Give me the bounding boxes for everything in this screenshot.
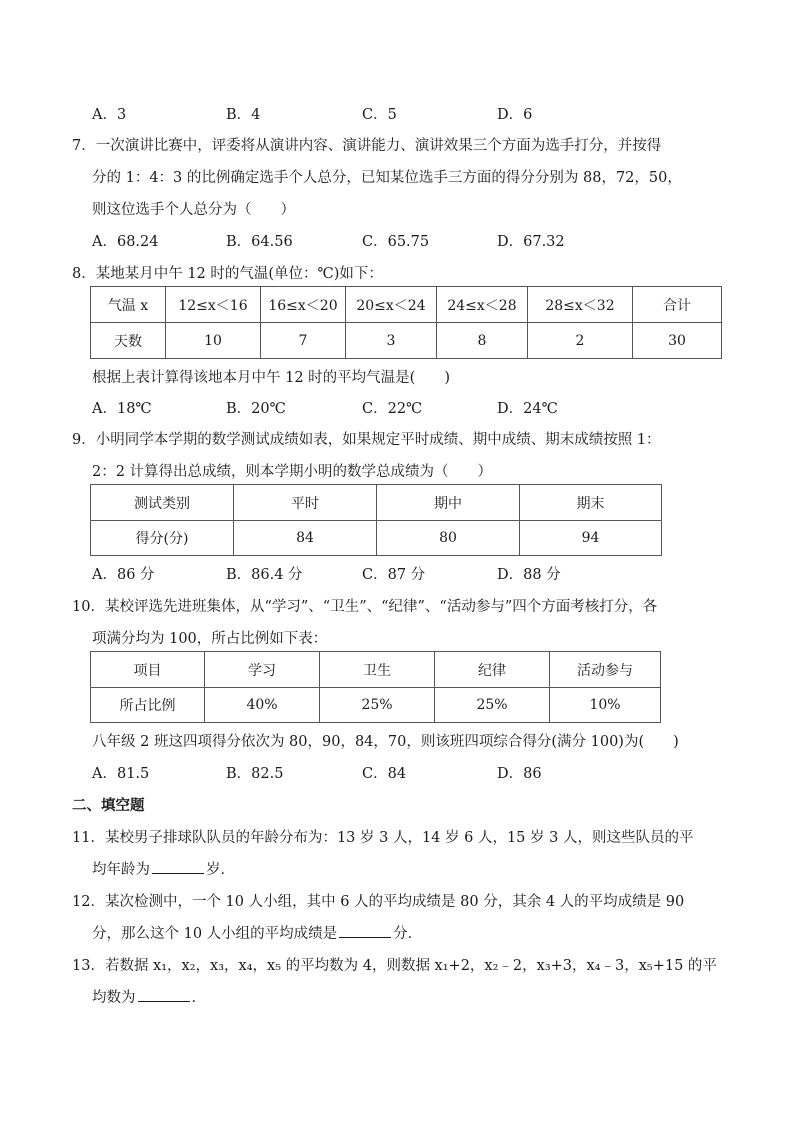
table-row — [91, 521, 662, 556]
q8-stem: 8．某地某月中午 12 时的气温(单位：℃)如下： — [72, 266, 383, 282]
q12-answer-blank[interactable] — [339, 923, 391, 938]
table-cell: 气温 x — [91, 287, 166, 323]
table-cell: 项目 — [91, 652, 205, 688]
table-cell: 卫生 — [320, 652, 435, 688]
q8-question: 根据上表计算得该地本月中午 12 时的平均气温是( ) — [92, 370, 450, 386]
q13-prefix: 均数为 — [92, 990, 136, 1006]
table-cell: 10% — [550, 688, 661, 723]
table-header-row — [91, 485, 662, 521]
table-cell: 平时 — [234, 485, 377, 521]
q13-suffix: ． — [191, 990, 206, 1006]
q12-stem-line1: 12．某次检测中，一个 10 人小组，其中 6 人的平均成绩是 80 分，其余 4 人的平均成绩是 90 — [72, 894, 685, 910]
table-cell: 80 — [377, 521, 520, 556]
q13-stem-line1: 13．若数据 x₁，x₂，x₃，x₄，x₅ 的平均数为 4，则数据 x₁+2，x₂﹣2，x₃+3，x₄﹣3，x₅+15 的平 — [72, 958, 717, 974]
table-cell: 8 — [437, 323, 528, 359]
q7-stem-line2: 分的 1：4：3 的比例确定选手个人总分，已知某位选手三方面的得分分别为 88，72，50， — [92, 170, 682, 186]
q8-option-a: A．18℃ — [92, 401, 152, 417]
q13-answer-blank[interactable] — [138, 987, 190, 1002]
q8-option-b: B．20℃ — [226, 401, 286, 417]
table-header-row — [91, 652, 661, 688]
q11-answer-blank[interactable] — [152, 859, 204, 874]
q9-option-c: C．87 分 — [362, 567, 426, 583]
table-cell: 期中 — [377, 485, 520, 521]
q6-option-c: C．5 — [362, 107, 397, 123]
q10-question: 八年级 2 班这四项得分依次为 80，90，84，70，则该班四项综合得分(满分 100)为( ) — [92, 734, 679, 750]
table-cell: 测试类别 — [91, 485, 234, 521]
q10-option-b: B．82.5 — [226, 766, 284, 782]
q9-score-table — [90, 484, 662, 556]
q11-stem-line1: 11．某校男子排球队队员的年龄分布为：13 岁 3 人，14 岁 6 人，15 岁 3 人，则这些队员的平 — [72, 830, 694, 846]
table-cell: 2 — [528, 323, 633, 359]
table-cell: 25% — [435, 688, 550, 723]
table-cell: 84 — [234, 521, 377, 556]
table-cell: 12≤x＜16 — [166, 287, 261, 323]
table-cell: 40% — [205, 688, 320, 723]
q12-stem-line2 — [92, 922, 422, 943]
table-cell: 20≤x＜24 — [346, 287, 437, 323]
table-header-row — [91, 287, 722, 323]
q11-stem-line2 — [92, 858, 235, 879]
table-cell: 24≤x＜28 — [437, 287, 528, 323]
table-cell: 16≤x＜20 — [261, 287, 346, 323]
q10-option-d: D．86 — [497, 766, 542, 782]
table-cell: 学习 — [205, 652, 320, 688]
q10-option-a: A．81.5 — [92, 766, 150, 782]
q6-option-a: A．3 — [92, 107, 127, 123]
table-cell: 10 — [166, 323, 261, 359]
table-cell: 7 — [261, 323, 346, 359]
q7-stem-line3: 则这位选手个人总分为（ ） — [92, 202, 295, 218]
q12-suffix: 分． — [393, 926, 423, 942]
q7-stem-line1: 7．一次演讲比赛中，评委将从演讲内容、演讲能力、演讲效果三个方面为选手打分，并按得 — [72, 138, 662, 154]
table-row — [91, 688, 661, 723]
table-cell: 25% — [320, 688, 435, 723]
table-cell: 合计 — [633, 287, 722, 323]
q11-prefix: 均年龄为 — [92, 862, 150, 878]
q7-option-a: A．68.24 — [92, 234, 159, 250]
q12-prefix: 分，那么这个 10 人小组的平均成绩是 — [92, 926, 338, 942]
q7-option-c: C．65.75 — [362, 234, 430, 250]
q10-stem-line1: 10．某校评选先进班集体，从“学习”、“卫生”、“纪律”、“活动参与”四个方面考核打分，各 — [72, 599, 658, 615]
q8-option-d: D．24℃ — [497, 401, 558, 417]
section-heading-fill-in: 二、填空题 — [72, 798, 145, 814]
table-cell: 天数 — [91, 323, 166, 359]
q9-stem-line2: 2：2 计算得出总成绩，则本学期小明的数学总成绩为（ ） — [92, 464, 493, 480]
q7-option-b: B．64.56 — [226, 234, 293, 250]
q10-ratio-table — [90, 651, 661, 723]
q8-option-c: C．22℃ — [362, 401, 423, 417]
table-cell: 94 — [520, 521, 662, 556]
q11-suffix: 岁． — [206, 862, 235, 878]
q6-option-d: D．6 — [497, 107, 533, 123]
q9-option-a: A．86 分 — [92, 567, 155, 583]
table-cell: 28≤x＜32 — [528, 287, 633, 323]
q9-option-b: B．86.4 分 — [226, 567, 303, 583]
table-cell: 活动参与 — [550, 652, 661, 688]
q9-option-d: D．88 分 — [497, 567, 561, 583]
table-cell: 3 — [346, 323, 437, 359]
table-row — [91, 323, 722, 359]
table-cell: 得分(分) — [91, 521, 234, 556]
q9-stem-line1: 9．小明同学本学期的数学测试成绩如表，如果规定平时成绩、期中成绩、期末成绩按照 1： — [72, 432, 661, 448]
q10-option-c: C．84 — [362, 766, 407, 782]
q6-option-b: B．4 — [226, 107, 261, 123]
q10-stem-line2: 项满分均为 100，所占比例如下表： — [92, 631, 328, 647]
table-cell: 纪律 — [435, 652, 550, 688]
q13-stem-line2 — [92, 986, 206, 1007]
table-cell: 期末 — [520, 485, 662, 521]
table-cell: 30 — [633, 323, 722, 359]
q8-temperature-table — [90, 286, 722, 359]
table-cell: 所占比例 — [91, 688, 205, 723]
q7-option-d: D．67.32 — [497, 234, 565, 250]
